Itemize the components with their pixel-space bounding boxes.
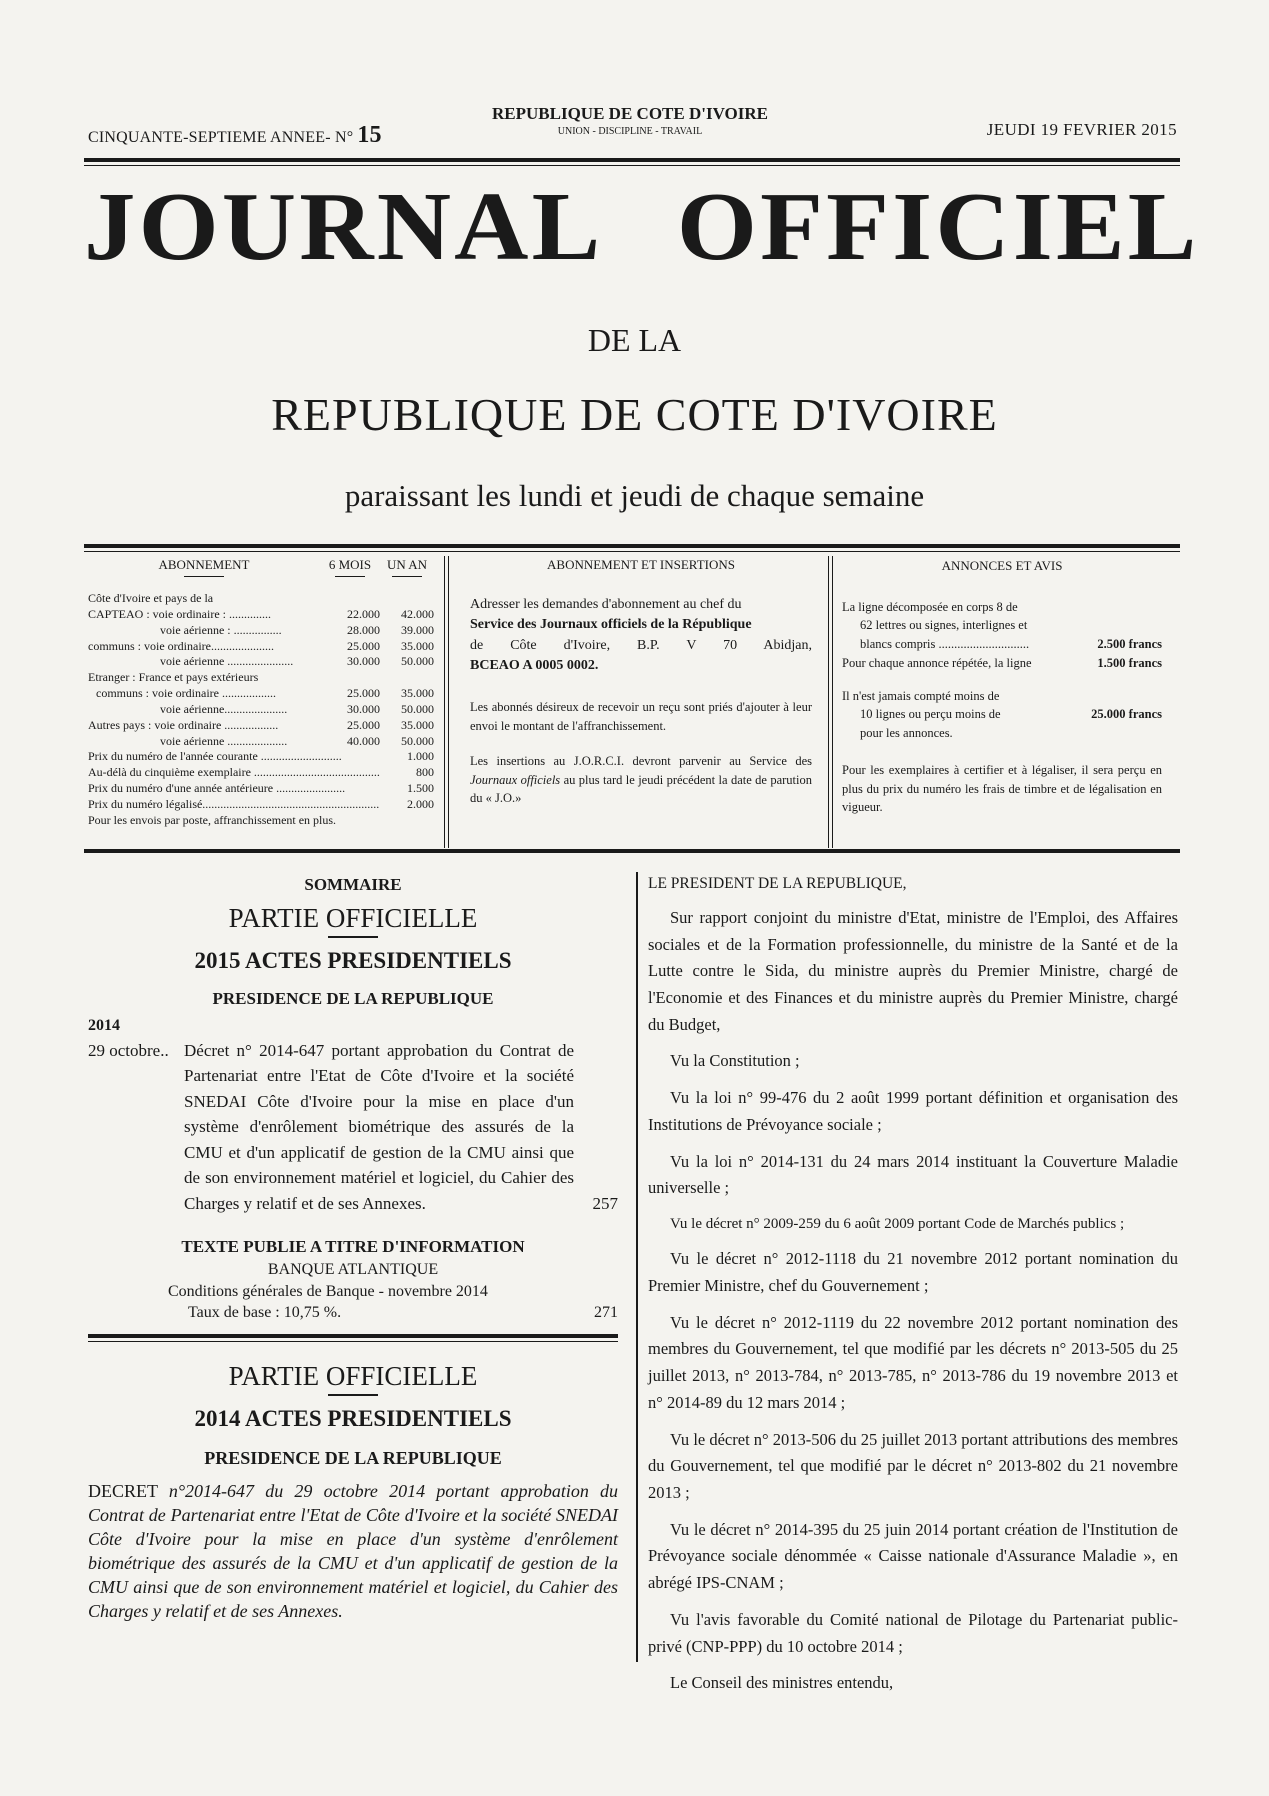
official-section (88, 1360, 618, 1624)
sommaire-presidence: PRESIDENCE DE LA REPUBLIQUE (212, 989, 494, 1009)
box-divider-1b (448, 556, 449, 848)
annonces-title: ANNONCES ET AVIS (941, 558, 1063, 573)
table-row: communs : voie ordinaire .................. 25.000 35.000 (96, 686, 434, 701)
publication-frequency: paraissant les lundi et jeudi de chaque semaine (344, 478, 925, 513)
decree-paragraph: Sur rapport conjoint du ministre d'Etat, ministre de l'Emploi, des Affaires sociales et de la Formation professionnelle, du ministre de la Santé et de la Lutte contre le Sida, du ministre auprès du Premier Ministre, chargé de l'Economie et des Finances et du ministre auprès du Premier Ministre, chargé du Budget, (648, 907, 1178, 1034)
sommaire-title: SOMMAIRE (304, 875, 402, 894)
decree-word: DECRET (88, 1480, 158, 1501)
postal-note: Pour les envois par poste, affranchissement en plus. (88, 812, 337, 827)
box-divider-2 (828, 556, 829, 848)
table-row: Prix du numéro légalisé........................................................... 2.000 (88, 796, 434, 811)
annonces-legal-note: Pour les exemplaires à certifier et à légaliser, il sera perçu en plus du prix du numéro les frais de timbre et de légalisation en vigueur. (842, 762, 1162, 815)
sommaire-entry-text: Décret n° 2014-647 portant approbation du Contrat de Partenariat entre l'Etat de Côte d'Ivoire et la société SNEDAI Côte d'Ivoire pour la mise en place d'un système d'enrôlement biométrique des assurés de la CMU et d'un applicatif de gestion de la CMU ainsi que de son environnement matériel et logiciel, du Cahier des Charges y relatif et de ses Annexes. (184, 1040, 574, 1213)
box-top-rule (84, 544, 1180, 548)
table-row: Autres pays : voie ordinaire .................. 25.000 35.000 (88, 717, 434, 732)
subscriptions-table (88, 591, 434, 749)
insertions-title: ABONNEMENT ET INSERTIONS (547, 557, 735, 572)
one-year-label: UN AN (386, 557, 428, 572)
table-row: Au-délà du cinquième exemplaire .......................................... 800 (88, 765, 434, 780)
annonces-minimum: Il n'est jamais compté moins de 10 lignes ou perçu moins de 25.000 francs pour les annonces. (842, 688, 1162, 740)
table-row: voie aérienne..................... 30.000 50.000 (160, 701, 434, 716)
masthead-word-2: OFFICIEL (676, 173, 1200, 281)
country-block (420, 104, 840, 137)
insertions-box (470, 556, 812, 808)
decree-paragraph: Vu le décret n° 2013-506 du 25 juillet 2013 portant attributions des membres du Gouvernement, tel que modifié par le décret n° 2013-802 du 21 novembre 2013 ; (648, 1429, 1178, 1503)
issue-date: JEUDI 19 FEVRIER 2015 (986, 120, 1177, 139)
official-part-title: PARTIE OFFICIELLE (228, 1361, 478, 1391)
issue-line (88, 122, 382, 149)
info-conditions: Conditions générales de Banque - novembre 2014 (168, 1282, 488, 1300)
country-motto: UNION - DISCIPLINE - TRAVAIL (557, 126, 703, 137)
box-divider-2b (832, 556, 833, 848)
country-name: REPUBLIQUE DE COTE D'IVOIRE (492, 104, 768, 123)
issue-number: 15 (357, 122, 382, 148)
column-divider (636, 872, 638, 1662)
info-rate-line[interactable]: Taux de base : 10,75 %. 271 (88, 1302, 618, 1324)
insertions-receipt-note: Les abonnés désireux de recevoir un reçu sont priés d'ajouter à leur envoi le montant de l'affranchissement. (470, 700, 812, 734)
sommaire-end-rule (88, 1334, 618, 1338)
decree-opening: LE PRESIDENT DE LA REPUBLIQUE, (648, 875, 907, 892)
six-months-label: 6 MOIS (328, 557, 372, 572)
decree-paragraph: Vu le décret n° 2009-259 du 6 août 2009 portant Code de Marchés publics ; (670, 1215, 1125, 1232)
table-row: CAPTEAO : voie ordinaire : .............. 22.000 42.000 (88, 606, 434, 621)
table-row: voie aérienne .................... 40.000 50.000 (160, 733, 434, 748)
sommaire-section (88, 872, 618, 1324)
subscriptions-box (88, 556, 434, 829)
info-page: 271 (594, 1304, 618, 1322)
official-presidence: PRESIDENCE DE LA REPUBLIQUE (204, 1447, 502, 1468)
decree-paragraph: Vu le décret n° 2014-395 du 25 juin 2014 portant création de l'Institution de Prévoyance sociale dénommée « Caisse nationale d'Assurance Maladie », en abrégé IPS-CNAM ; (648, 1519, 1178, 1593)
box-top-rule-thin (84, 551, 1180, 552)
decree-paragraph: Vu le décret n° 2012-1119 du 22 novembre 2012 portant nomination des membres du Gouvernement, tel que modifié par les décrets n° 2013-505 du 25 juillet 2013, n° 2013-784, n° 2013-785, n° 2013-786 du 19 novembre 2013 et n° 2014-89 du 12 mars 2014 ; (648, 1312, 1178, 1412)
decree-paragraph: Vu l'avis favorable du Comité national de Pilotage du Partenariat public-privé (CNP-PPP) du 10 octobre 2014 ; (648, 1609, 1178, 1656)
box-bottom-rule (84, 849, 1180, 853)
annonces-rates: La ligne décomposée en corps 8 de 62 lettres ou signes, interlignes et blancs compris ............................. 2.500 francs Pour chaque annonce répétée, la ligne 1.500 francs (842, 599, 1162, 670)
decree-paragraph: Vu la Constitution ; (670, 1051, 800, 1071)
table-row: Etranger : France et pays extérieurs (88, 670, 259, 685)
decree-paragraph: Le Conseil des ministres entendu, (670, 1673, 894, 1693)
sommaire-entry[interactable]: 29 octobre.. Décret n° 2014-647 portant approbation du Contrat de Partenariat entre l'Etat de Côte d'Ivoire et la société SNEDAI Côte d'Ivoire pour la mise en place d'un système d'enrôlement biométrique des assurés de la CMU et d'un applicatif de gestion de la CMU ainsi que de son environnement matériel et logiciel, du Cahier des Charges y relatif et de ses Annexes. 257 (88, 1038, 618, 1217)
sommaire-part-title: PARTIE OFFICIELLE (228, 902, 478, 933)
box-divider-1 (444, 556, 445, 848)
masthead-title (84, 173, 1239, 281)
official-acts-heading: 2014 ACTES PRESIDENTIELS (194, 1406, 512, 1432)
sommaire-entry-page: 257 (592, 1193, 618, 1213)
header-rule-thin (84, 165, 1180, 166)
issue-label: CINQUANTE-SEPTIEME ANNEE- N° (88, 129, 354, 146)
decree-paragraph: Vu le décret n° 2012-1118 du 21 novembre 2012 portant nomination du Premier Ministre, chef du Gouvernement ; (648, 1249, 1178, 1295)
table-row: voie aérienne : ................ 28.000 39.000 (160, 622, 434, 637)
info-title: TEXTE PUBLIE A TITRE D'INFORMATION (181, 1237, 525, 1257)
table-row: Prix du numéro de l'année courante ........................... 1.000 (88, 749, 434, 764)
masthead-word-1: JOURNAL (84, 173, 604, 281)
subscriptions-header (88, 556, 434, 577)
info-bank: BANQUE ATLANTIQUE (267, 1260, 439, 1278)
sommaire-year: 2014 (88, 1016, 120, 1034)
prices-table (88, 749, 434, 812)
decree-title (88, 1480, 618, 1624)
masthead-de-la: DE LA (587, 322, 682, 358)
decree-paragraph: Vu la loi n° 2014-131 du 24 mars 2014 instituant la Couverture Maladie universelle ; (648, 1151, 1178, 1198)
insertions-deadline-note: Les insertions au J.O.R.C.I. devront parvenir au Service des Journaux officiels au plus tard le jeudi précédent la date de parution du « J.O.» (470, 753, 812, 806)
table-row: Côte d'Ivoire et pays de la (88, 591, 214, 606)
table-row: voie aérienne ...................... 30.000 50.000 (160, 654, 434, 669)
decree-body (648, 872, 1178, 1707)
masthead-republic: REPUBLIQUE DE COTE D'IVOIRE (271, 389, 998, 440)
sommaire-end-rule-thin (88, 1341, 618, 1342)
subscriptions-title: ABONNEMENT (158, 557, 250, 572)
decree-paragraph: Vu la loi n° 99-476 du 2 août 1999 portant définition et organisation des Institutions de Prévoyance sociale ; (648, 1088, 1178, 1134)
decree-title-text: n°2014-647 du 29 octobre 2014 portant approbation du Contrat de Partenariat entre l'Etat de Côte d'Ivoire et la société SNEDAI Côte d'Ivoire pour la mise en place d'un système d'enrôlement biométrique des assurés de la CMU et d'un applicatif de gestion de la CMU ainsi que de son environnement matériel et logiciel, du Cahier des Charges y relatif et de ses Annexes. (88, 1480, 618, 1621)
table-row: Prix du numéro d'une année antérieure ....................... 1.500 (88, 781, 434, 796)
sommaire-acts-heading: 2015 ACTES PRESIDENTIELS (194, 947, 512, 973)
table-row: communs : voie ordinaire..................... 25.000 35.000 (88, 638, 434, 653)
header-rule-thick (84, 158, 1180, 162)
annonces-box (842, 556, 1162, 817)
insertions-address: Adresser les demandes d'abonnement au chef du Service des Journaux officiels de la République de Côte d'Ivoire, B.P. V 70 Abidjan, BCEAO A 0005 0002. (470, 597, 812, 674)
